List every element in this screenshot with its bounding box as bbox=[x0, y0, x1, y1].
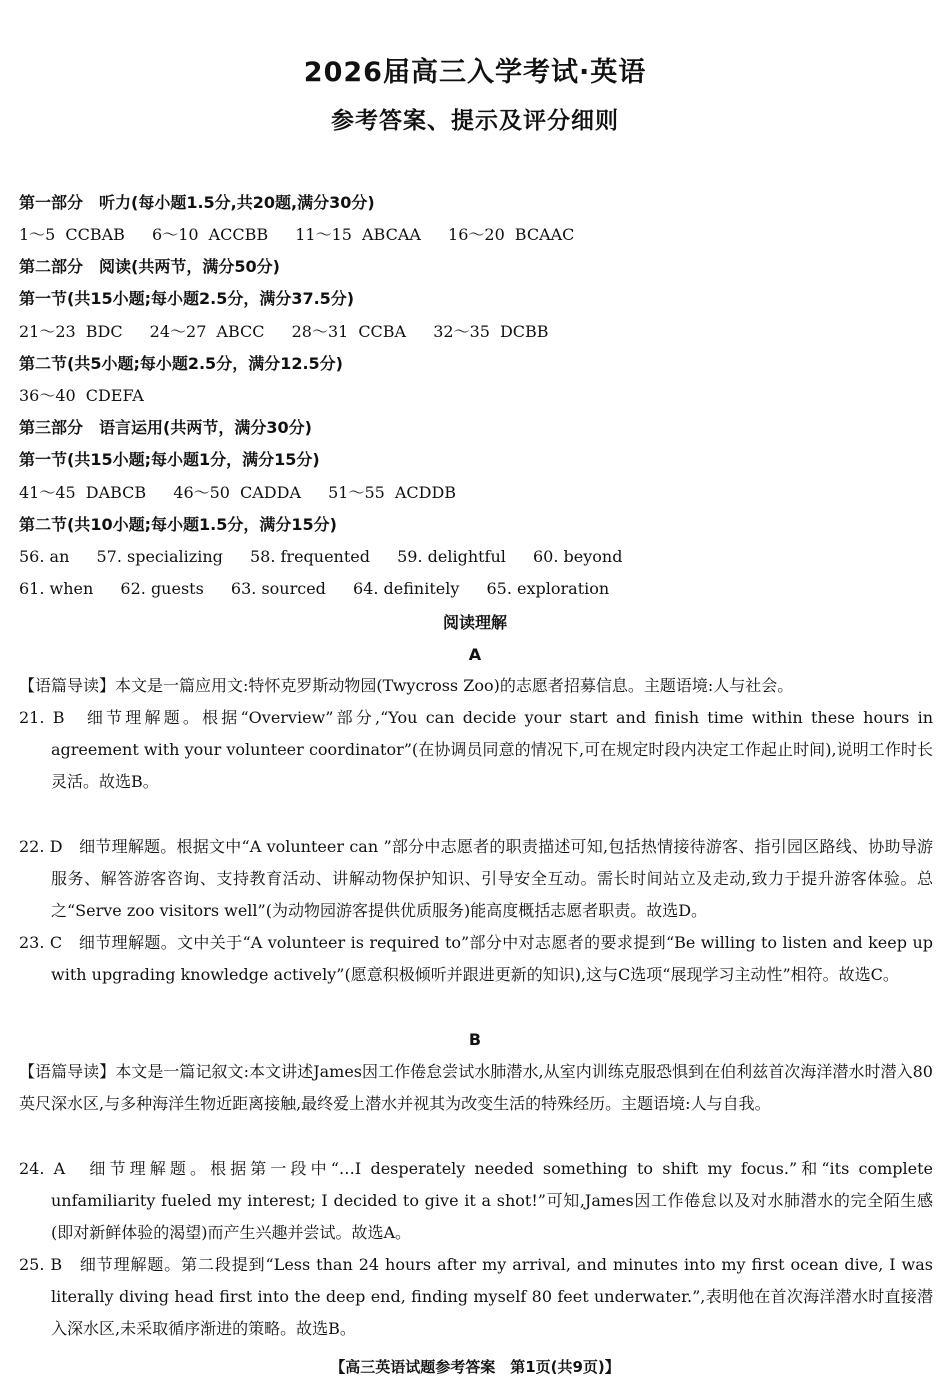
fill-answer: 61. when bbox=[19, 579, 94, 598]
page-footer: 【高三英语试题参考答案 第1页(共9页)】 bbox=[330, 1358, 620, 1376]
explanation-item: 24. A 细节理解题。根据第一段中“…I desperately needed something to shift my focus.”和“its complete unfamiliarity fueled my interest; I decided to give it a shot!”可知,James因工作倦怠以及对水肺潜水的完全陌生感(即对新鲜体验的渴望)而产生兴趣并尝试。故选A。 bbox=[19, 1159, 933, 1242]
part1-answers bbox=[19, 224, 596, 246]
answer-range: 24～27 bbox=[149, 322, 207, 341]
answer-letters: CADDA bbox=[240, 483, 302, 502]
part3-heading: 第三部分 语言运用(共两节，满分30分) bbox=[19, 418, 312, 437]
page-subtitle: 参考答案、提示及评分细则 bbox=[331, 108, 619, 134]
answer-letters: ABCAA bbox=[361, 225, 421, 244]
passage-b-intro: 【语篇导读】本文是一篇记叙文:本文讲述James因工作倦怠尝试水肺潜水,从室内训练克服恐惧到在伯利兹首次海洋潜水时潜入80英尺深水区,与多种海洋生物近距离接触,最终爱上潜水并视其为改变生活的特殊经历。主题语境:人与自我。 bbox=[19, 1062, 933, 1113]
passage-a-label: A bbox=[468, 645, 482, 664]
fill-answer: 59. delightful bbox=[397, 547, 506, 566]
part2-section2-answers bbox=[19, 385, 166, 407]
fill-answer: 56. an bbox=[19, 547, 70, 566]
passage-b-label: B bbox=[468, 1030, 482, 1049]
fill-answer: 60. beyond bbox=[532, 547, 623, 566]
answer-range: 6～10 bbox=[152, 225, 199, 244]
answer-letters: DABCB bbox=[85, 483, 147, 502]
part2-section2-heading: 第二节(共5小题;每小题2.5分，满分12.5分) bbox=[19, 354, 343, 373]
part3-section1-answers bbox=[19, 482, 478, 504]
answer-letters: BCAAC bbox=[514, 225, 575, 244]
answer-range: 16～20 bbox=[448, 225, 505, 244]
answer-range: 46～50 bbox=[173, 483, 230, 502]
fill-answer: 65. exploration bbox=[486, 579, 610, 598]
passage-a-intro: 【语篇导读】本文是一篇应用文:特怀克罗斯动物园(Twycross Zoo)的志愿者招募信息。主题语境:人与社会。 bbox=[19, 676, 794, 695]
page-title: 2026届高三入学考试·英语 bbox=[303, 57, 647, 88]
part2-section1-heading: 第一节(共15小题;每小题2.5分，满分37.5分) bbox=[19, 289, 355, 308]
fill-answer: 58. frequented bbox=[249, 547, 370, 566]
explanation-item: 25. B 细节理解题。第二段提到“Less than 24 hours after my arrival, and minutes into my first ocean dive, I was literally diving head first into the deep end, finding myself 80 feet underwater.”,表明他在首次海洋潜水时直接潜入深水区,未采取循序渐进的策略。故选B。 bbox=[19, 1255, 933, 1338]
part3-section1-heading: 第一节(共15小题;每小题1分，满分15分) bbox=[19, 450, 320, 469]
answer-letters: ACDDB bbox=[394, 483, 457, 502]
answer-range: 36～40 bbox=[19, 386, 76, 405]
part3-section2-row1 bbox=[19, 546, 644, 568]
fill-answer: 57. specializing bbox=[96, 547, 223, 566]
part3-section2-heading: 第二节(共10小题;每小题1.5分，满分15分) bbox=[19, 515, 337, 534]
explanation-item: 23. C 细节理解题。文中关于“A volunteer is required to”部分中对志愿者的要求提到“Be willing to listen and keep up with upgrading knowledge actively”(愿意积极倾听并跟进更新的知识),这与C选项“展现学习主动性”相符。故选C。 bbox=[19, 933, 933, 984]
part3-section2-row2 bbox=[19, 578, 631, 600]
answer-range: 21～23 bbox=[19, 322, 76, 341]
answer-letters: CCBAB bbox=[65, 225, 125, 244]
explanation-item: 21. B 细节理解题。根据“Overview”部分,“You can decide your start and finish time within these hours in agreement with your volunteer coordinator”(在协调员同意的情况下,可在规定时段内决定工作起止时间),说明工作时长灵活。故选B。 bbox=[19, 708, 933, 791]
answer-letters: ACCBB bbox=[208, 225, 269, 244]
part1-heading: 第一部分 听力(每小题1.5分,共20题,满分30分) bbox=[19, 193, 375, 212]
explanation-item: 22. D 细节理解题。根据文中“A volunteer can ”部分中志愿者的职责描述可知,包括热情接待游客、指引园区路线、协助导游服务、解答游客咨询、支持教育活动、讲解动物保护知识、引导安全互动。需长时间站立及走动,致力于提升游客体验。总之“Serve zoo visitors well”(为动物园游客提供优质服务)能高度概括志愿者职责。故选D。 bbox=[19, 837, 933, 920]
answer-letters: CCBA bbox=[358, 322, 407, 341]
fill-answer: 62. guests bbox=[120, 579, 204, 598]
answer-letters: ABCC bbox=[216, 322, 265, 341]
answer-range: 11～15 bbox=[295, 225, 352, 244]
answer-range: 51～55 bbox=[328, 483, 385, 502]
part2-heading: 第二部分 阅读(共两节，满分50分) bbox=[19, 257, 280, 276]
answer-letters: BDC bbox=[85, 322, 123, 341]
part2-section1-answers bbox=[19, 321, 571, 343]
reading-title: 阅读理解 bbox=[442, 613, 507, 632]
fill-answer: 63. sourced bbox=[230, 579, 326, 598]
answer-range: 32～35 bbox=[433, 322, 490, 341]
answer-range: 1～5 bbox=[19, 225, 56, 244]
answer-letters: DCBB bbox=[499, 322, 549, 341]
answer-letters: CDEFA bbox=[85, 386, 144, 405]
answer-range: 28～31 bbox=[291, 322, 349, 341]
answer-range: 41～45 bbox=[19, 483, 76, 502]
fill-answer: 64. definitely bbox=[353, 579, 460, 598]
